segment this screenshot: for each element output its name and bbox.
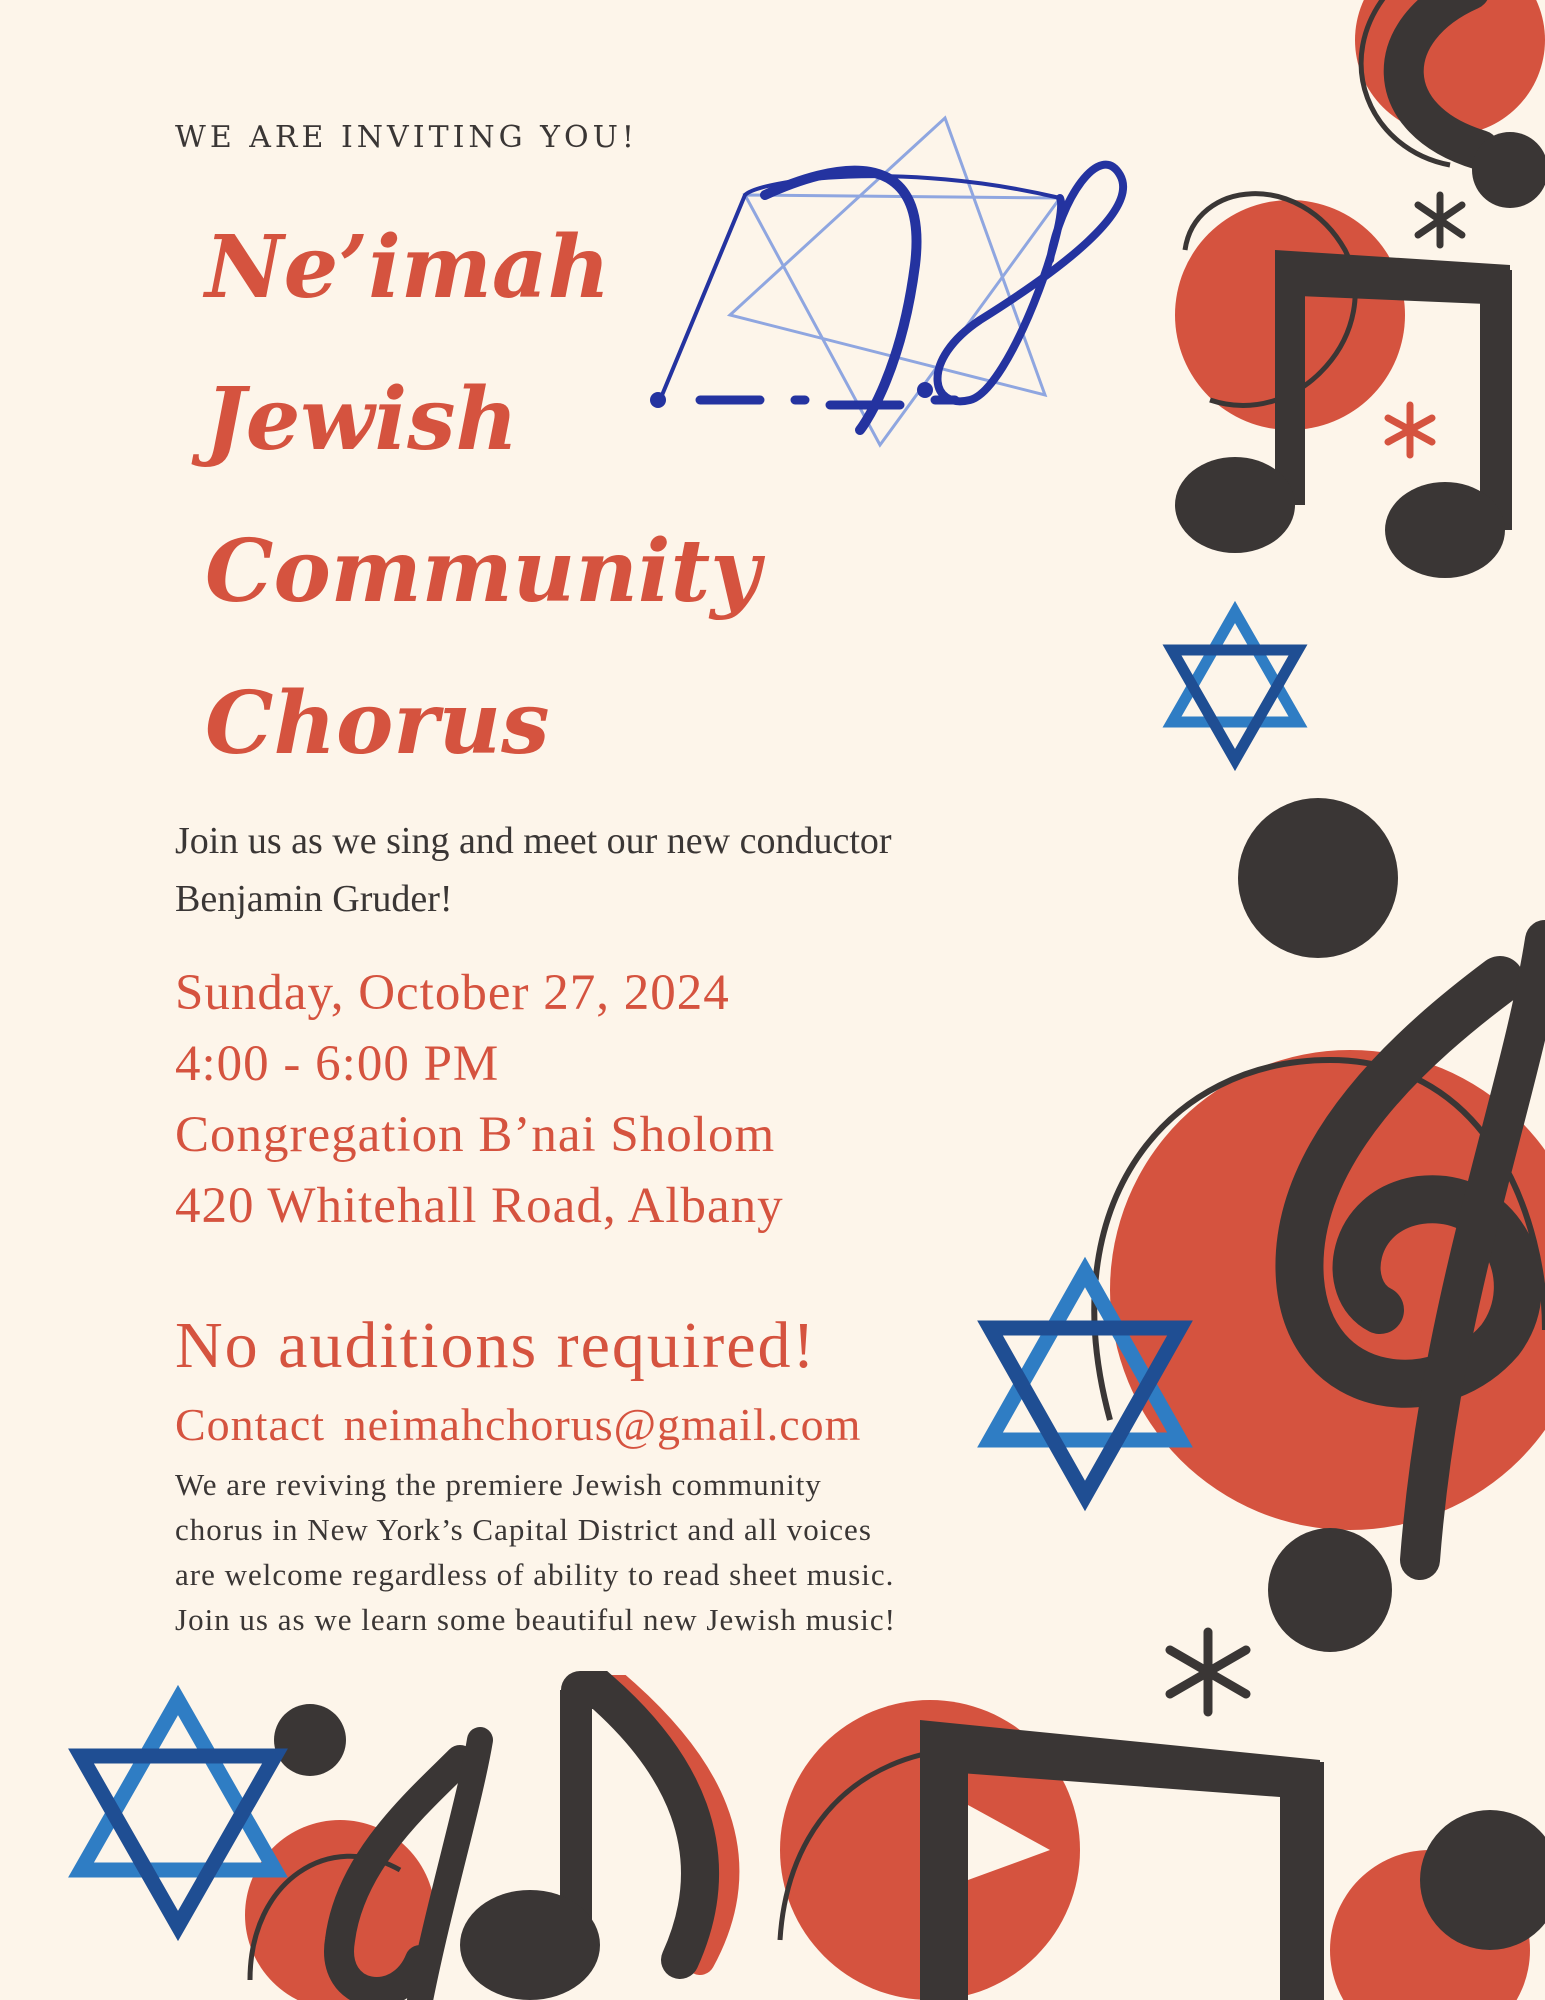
title-line: Jewish (205, 369, 519, 470)
invitation-kicker: WE ARE INVITING YOU! (175, 120, 638, 155)
star-of-david-icon (81, 1700, 275, 1926)
intro-text (175, 812, 1035, 928)
quarter-note-icon (460, 1690, 724, 2000)
treble-clef-icon (245, 1704, 480, 2000)
contact-label: Contact (175, 1399, 326, 1450)
asterisk-icon (1418, 195, 1462, 245)
top-clef-icon (1355, 0, 1545, 208)
title-line: Chorus (205, 673, 550, 774)
contact-email: neimahchorus@gmail.com (343, 1399, 862, 1450)
title-line: Community (205, 521, 761, 622)
treble-clef-icon (1094, 940, 1545, 1652)
description-line: We are reviving the premiere Jewish community (175, 1467, 822, 1502)
event-time: 4:00 - 6:00 PM (175, 1036, 500, 1092)
intro-line: Join us as we sing and meet our new conductor (175, 820, 892, 862)
contact-line (175, 1398, 861, 1451)
note-dot-icon (1238, 798, 1398, 958)
eighth-notes-icon (1175, 194, 1512, 578)
no-auditions-headline: No auditions required! (175, 1309, 817, 1382)
star-of-david-icon (1172, 612, 1298, 760)
event-details (175, 958, 784, 1242)
beamed-notes-icon (780, 1700, 1545, 2000)
description-line: chorus in New York’s Capital District and all voices (175, 1512, 872, 1547)
description-line: are welcome regardless of ability to read sheet music. (175, 1557, 895, 1592)
description-line: Join us as we learn some beautiful new Jewish music! (175, 1602, 896, 1637)
intro-line: Benjamin Gruder! (175, 878, 453, 920)
asterisk-icon (1170, 1632, 1246, 1712)
description-text (175, 1462, 1005, 1642)
title-line: Ne’imah (205, 217, 611, 318)
event-date: Sunday, October 27, 2024 (175, 965, 730, 1021)
asterisk-icon (1388, 405, 1432, 455)
chorus-title (205, 192, 825, 800)
event-address: 420 Whitehall Road, Albany (175, 1178, 784, 1234)
event-venue: Congregation B’nai Sholom (175, 1107, 776, 1163)
